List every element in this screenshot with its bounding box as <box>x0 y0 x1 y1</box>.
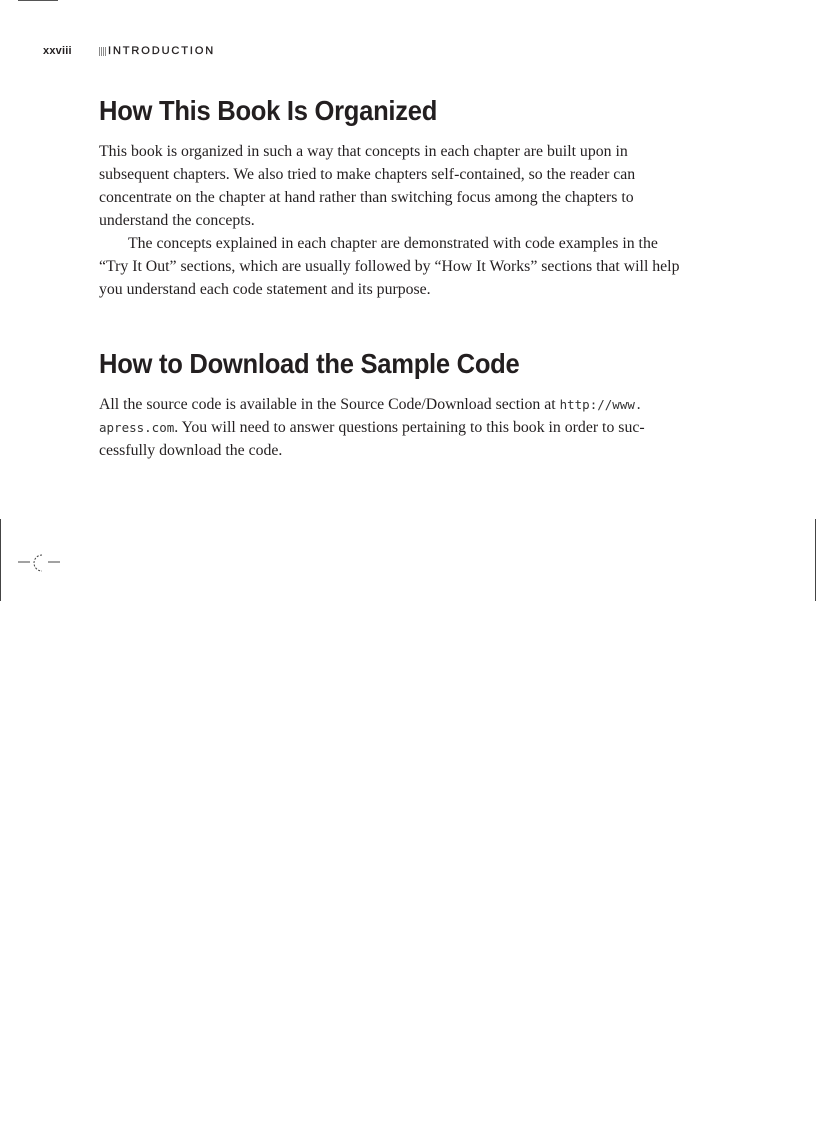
chapter-label: INTRODUCTION <box>108 45 216 57</box>
body-line: The concepts explained in each chapter are demonstrated with code examples in the <box>128 235 658 252</box>
page-number: xxviii <box>43 45 72 57</box>
body-text: . You will need to answer questions pertaining to this book in order to suc- <box>174 419 645 436</box>
section-heading: How to Download the Sample Code <box>99 348 520 379</box>
body-line: “Try It Out” sections, which are usually followed by “How It Works” sections that will help <box>99 258 680 275</box>
section-body <box>99 393 719 462</box>
registration-mark-icon <box>18 552 62 576</box>
body-line <box>99 416 719 439</box>
section-body <box>99 140 719 301</box>
crop-mark-left <box>0 519 1 601</box>
page-body <box>99 92 719 462</box>
url-link[interactable]: apress.com <box>99 420 175 435</box>
body-line: understand the concepts. <box>99 212 255 229</box>
body-line: cessfully download the code. <box>99 442 283 459</box>
section-heading: How This Book Is Organized <box>99 95 438 126</box>
body-text: All the source code is available in the Source Code/Download section at <box>99 396 560 413</box>
body-line <box>99 393 719 416</box>
section-book-organization <box>99 92 719 301</box>
body-line: you understand each code statement and its purpose. <box>99 281 431 298</box>
url-link[interactable]: http://www. <box>559 397 643 412</box>
crop-mark-top <box>18 0 58 1</box>
body-line: This book is organized in such a way that concepts in each chapter are built upon in <box>99 143 628 160</box>
running-header <box>43 44 215 58</box>
section-download-code <box>99 345 719 462</box>
body-line: subsequent chapters. We also tried to make chapters self-contained, so the reader can <box>99 166 636 183</box>
body-line: concentrate on the chapter at hand rather than switching focus among the chapters to <box>99 189 634 206</box>
header-marker-icon <box>99 47 106 56</box>
